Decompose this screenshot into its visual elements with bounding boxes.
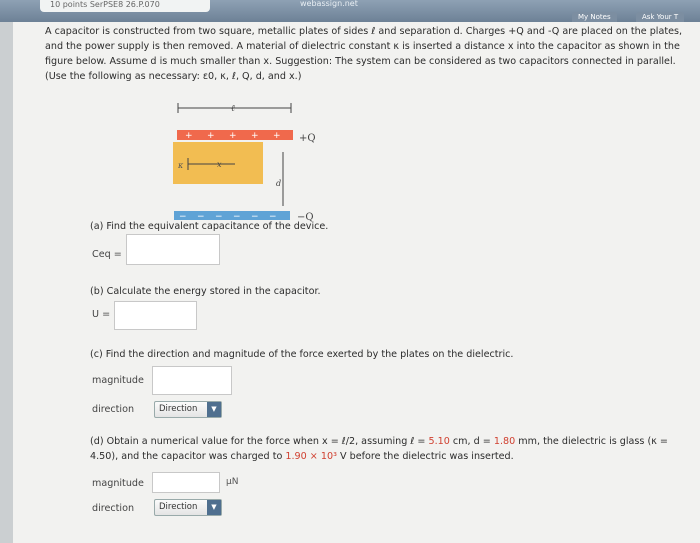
ask-teacher-button[interactable]: Ask Your T — [636, 12, 684, 22]
part-d-direction-select[interactable] — [154, 499, 222, 516]
plus-sign: + — [185, 131, 193, 141]
left-margin — [0, 22, 13, 543]
plus-sign: + — [229, 131, 237, 141]
part-b-question: (b) Calculate the energy stored in the capacitor. — [90, 286, 321, 297]
bottom-charge-label: −Q — [297, 212, 314, 223]
u-label: U = — [92, 309, 111, 320]
plus-sign: + — [207, 131, 215, 141]
minus-sign: − — [269, 212, 277, 222]
part-c-magnitude-input[interactable] — [152, 366, 232, 395]
ceq-label: Ceq = — [92, 249, 122, 260]
part-c-direction-select[interactable] — [154, 401, 222, 418]
micro-newton-unit: µN — [226, 477, 239, 487]
d-value: 1.80 — [493, 436, 516, 447]
top-charge-label: +Q — [299, 133, 316, 144]
minus-sign: − — [215, 212, 223, 222]
problem-intro: A capacitor is constructed from two square, metallic plates of sides ℓ and separation d. Charges +Q and -Q are placed on the plates, and the power supply is then removed. A material of dielectric constant κ is inserted a distance x into the capacitor as shown in the figure below. Assume d is much smaller than x. Suggestion: The system can be considered as two capacitors connected in parallel. (Use the following as necessary: ε0, κ, ℓ, Q, d, and x.) — [45, 26, 683, 82]
minus-sign: − — [251, 212, 259, 222]
capacitor-figure — [163, 98, 503, 208]
question-panel — [13, 22, 700, 543]
part-d-direction-text: Direction — [159, 502, 198, 512]
points-tab: 10 points SerPSE8 26.P.070 — [40, 0, 210, 12]
site-tag: webassign.net — [300, 0, 358, 8]
part-c-direction-label: direction — [92, 404, 135, 415]
part-c-direction-text: Direction — [159, 404, 198, 414]
part-d-text-3: mm, the dielectric is glass (κ = 4.50), and the capacitor was charged to — [90, 436, 668, 462]
part-c-question: (c) Find the direction and magnitude of the force exerted by the plates on the dielectric. — [90, 349, 514, 360]
my-notes-button[interactable]: My Notes — [572, 12, 617, 22]
v-value: 1.90 × 10³ — [285, 451, 337, 462]
part-d-question — [90, 434, 695, 464]
ceq-input[interactable] — [126, 234, 220, 265]
part-d-magnitude-input[interactable] — [152, 472, 220, 493]
minus-sign: − — [179, 212, 187, 222]
length-label: ℓ — [231, 104, 235, 114]
minus-sign: − — [197, 212, 205, 222]
part-d-text-2: cm, d = — [449, 436, 494, 447]
part-d-magnitude-label: magnitude — [92, 478, 144, 489]
part-a-question: (a) Find the equivalent capacitance of the device. — [90, 221, 329, 232]
x-label: x — [217, 160, 222, 169]
kappa-label: κ — [178, 161, 184, 170]
part-c-magnitude-label: magnitude — [92, 375, 144, 386]
chevron-down-icon: ▼ — [207, 500, 221, 515]
plus-sign: + — [273, 131, 281, 141]
part-d-text-1: (d) Obtain a numerical value for the force when x = ℓ/2, assuming ℓ = — [90, 436, 429, 447]
plus-sign: + — [251, 131, 259, 141]
d-label: d — [276, 179, 282, 188]
energy-input[interactable] — [114, 301, 197, 330]
part-d-text-4: V before the dielectric was inserted. — [336, 451, 514, 462]
part-d-direction-label: direction — [92, 503, 135, 514]
minus-sign: − — [233, 212, 241, 222]
header-bar — [0, 0, 700, 22]
chevron-down-icon: ▼ — [207, 402, 221, 417]
l-value: 5.10 — [428, 436, 450, 447]
